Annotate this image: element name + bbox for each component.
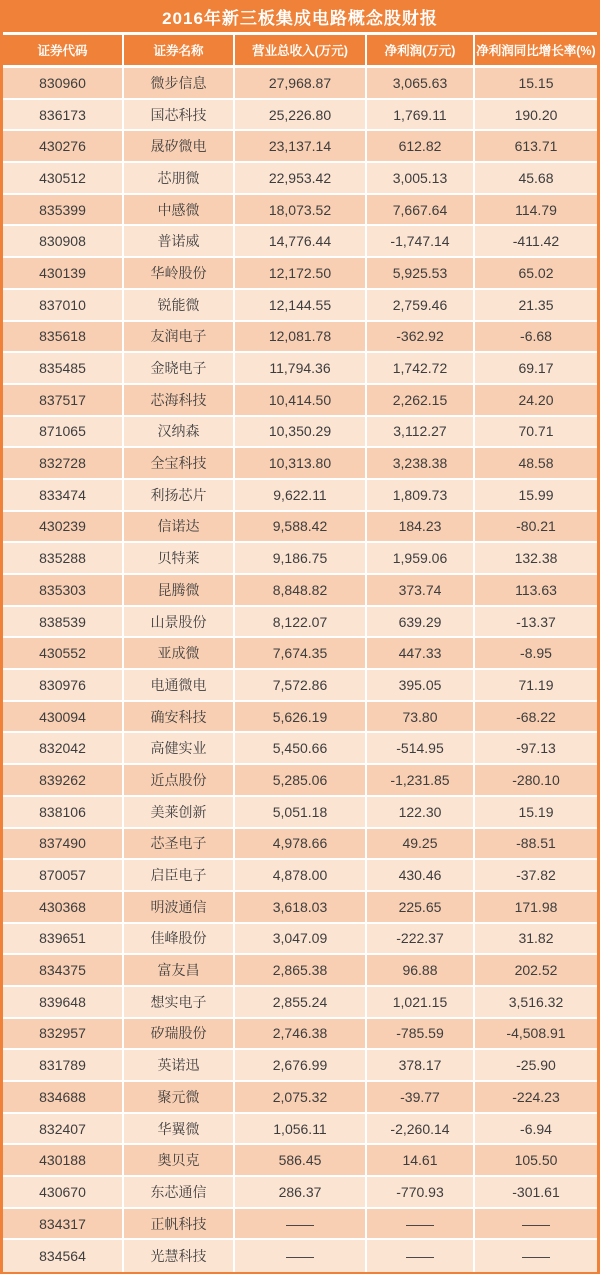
table-row — [3, 1177, 597, 1209]
cell-net-profit: 3,065.63 — [367, 68, 475, 98]
cell-net-profit: -39.77 — [367, 1082, 475, 1112]
table-row — [3, 290, 597, 322]
table-row — [3, 195, 597, 227]
cell-total-revenue: 9,588.42 — [235, 512, 367, 542]
cell-net-profit: —— — [367, 1240, 475, 1272]
cell-net-profit-yoy-growth: -37.82 — [475, 860, 597, 890]
cell-total-revenue: 22,953.42 — [235, 163, 367, 193]
cell-net-profit: -2,260.14 — [367, 1114, 475, 1144]
table-row — [3, 733, 597, 765]
cell-net-profit: 612.82 — [367, 131, 475, 161]
table-row — [3, 512, 597, 544]
cell-net-profit-yoy-growth: -13.37 — [475, 607, 597, 637]
cell-net-profit: -770.93 — [367, 1177, 475, 1207]
cell-net-profit: 73.80 — [367, 702, 475, 732]
cell-net-profit-yoy-growth: 105.50 — [475, 1145, 597, 1175]
cell-total-revenue: 4,878.00 — [235, 860, 367, 890]
cell-security-code: 831789 — [3, 1050, 124, 1080]
table-row — [3, 417, 597, 449]
cell-net-profit-yoy-growth: -280.10 — [475, 765, 597, 795]
column-header-security-code: 证券代码 — [3, 35, 124, 65]
cell-total-revenue: 286.37 — [235, 1177, 367, 1207]
cell-net-profit-yoy-growth: 31.82 — [475, 924, 597, 954]
cell-total-revenue: 5,626.19 — [235, 702, 367, 732]
cell-security-name: 友润电子 — [124, 322, 235, 352]
cell-security-name: 利扬芯片 — [124, 480, 235, 510]
table-header-row — [3, 35, 597, 68]
cell-net-profit: 639.29 — [367, 607, 475, 637]
cell-total-revenue: 14,776.44 — [235, 226, 367, 256]
cell-total-revenue: 25,226.80 — [235, 100, 367, 130]
cell-security-name: 晟矽微电 — [124, 131, 235, 161]
cell-net-profit-yoy-growth: 3,516.32 — [475, 987, 597, 1017]
cell-security-name: 启臣电子 — [124, 860, 235, 890]
cell-net-profit-yoy-growth: 71.19 — [475, 670, 597, 700]
cell-security-name: 正帆科技 — [124, 1209, 235, 1239]
cell-security-code: 838539 — [3, 607, 124, 637]
cell-net-profit-yoy-growth: 48.58 — [475, 448, 597, 478]
cell-net-profit: 184.23 — [367, 512, 475, 542]
cell-net-profit: 378.17 — [367, 1050, 475, 1080]
cell-total-revenue: 11,794.36 — [235, 353, 367, 383]
cell-security-code: 835485 — [3, 353, 124, 383]
cell-net-profit-yoy-growth: -25.90 — [475, 1050, 597, 1080]
cell-security-code: 834564 — [3, 1240, 124, 1272]
cell-security-code: 830976 — [3, 670, 124, 700]
table-row — [3, 1082, 597, 1114]
cell-security-name: 亚成微 — [124, 638, 235, 668]
cell-security-code: 836173 — [3, 100, 124, 130]
cell-net-profit-yoy-growth: 21.35 — [475, 290, 597, 320]
cell-net-profit-yoy-growth: 114.79 — [475, 195, 597, 225]
table-row — [3, 829, 597, 861]
cell-net-profit: 3,238.38 — [367, 448, 475, 478]
cell-security-code: 871065 — [3, 417, 124, 447]
cell-net-profit-yoy-growth: -88.51 — [475, 829, 597, 859]
cell-net-profit-yoy-growth: 15.19 — [475, 797, 597, 827]
cell-security-code: 833474 — [3, 480, 124, 510]
cell-security-name: 芯圣电子 — [124, 829, 235, 859]
cell-security-name: 昆腾微 — [124, 575, 235, 605]
cell-net-profit: 2,262.15 — [367, 385, 475, 415]
cell-net-profit: 14.61 — [367, 1145, 475, 1175]
cell-security-name: 美莱创新 — [124, 797, 235, 827]
cell-net-profit-yoy-growth: -6.94 — [475, 1114, 597, 1144]
cell-total-revenue: 2,075.32 — [235, 1082, 367, 1112]
cell-net-profit: -1,231.85 — [367, 765, 475, 795]
cell-net-profit: -1,747.14 — [367, 226, 475, 256]
cell-total-revenue: 2,855.24 — [235, 987, 367, 1017]
cell-net-profit-yoy-growth: -97.13 — [475, 733, 597, 763]
cell-net-profit: 395.05 — [367, 670, 475, 700]
cell-security-name: 确安科技 — [124, 702, 235, 732]
column-header-total-revenue: 营业总收入(万元) — [235, 35, 367, 65]
cell-security-code: 430368 — [3, 892, 124, 922]
cell-net-profit: 1,021.15 — [367, 987, 475, 1017]
cell-security-name: 山景股份 — [124, 607, 235, 637]
cell-security-name: 中感微 — [124, 195, 235, 225]
cell-net-profit-yoy-growth: 202.52 — [475, 955, 597, 985]
cell-security-code: 834688 — [3, 1082, 124, 1112]
cell-net-profit: 49.25 — [367, 829, 475, 859]
cell-security-code: 839262 — [3, 765, 124, 795]
cell-total-revenue: 1,056.11 — [235, 1114, 367, 1144]
cell-total-revenue: 12,081.78 — [235, 322, 367, 352]
cell-security-code: 430188 — [3, 1145, 124, 1175]
cell-security-code: 430670 — [3, 1177, 124, 1207]
table-row — [3, 607, 597, 639]
cell-net-profit-yoy-growth: -224.23 — [475, 1082, 597, 1112]
cell-net-profit-yoy-growth: 171.98 — [475, 892, 597, 922]
cell-total-revenue: 2,865.38 — [235, 955, 367, 985]
cell-security-code: 430094 — [3, 702, 124, 732]
cell-security-name: 近点股份 — [124, 765, 235, 795]
cell-net-profit-yoy-growth: 15.99 — [475, 480, 597, 510]
cell-total-revenue: 8,122.07 — [235, 607, 367, 637]
cell-net-profit: 1,742.72 — [367, 353, 475, 383]
column-header-net-profit: 净利润(万元) — [367, 35, 475, 65]
cell-security-code: 835399 — [3, 195, 124, 225]
table-row — [3, 638, 597, 670]
cell-security-code: 839648 — [3, 987, 124, 1017]
cell-net-profit-yoy-growth: 24.20 — [475, 385, 597, 415]
table-row — [3, 353, 597, 385]
table-row — [3, 1240, 597, 1272]
cell-total-revenue: 3,618.03 — [235, 892, 367, 922]
cell-net-profit: 1,809.73 — [367, 480, 475, 510]
cell-net-profit-yoy-growth: 113.63 — [475, 575, 597, 605]
table-row — [3, 480, 597, 512]
cell-net-profit: 5,925.53 — [367, 258, 475, 288]
cell-security-name: 佳峰股份 — [124, 924, 235, 954]
cell-net-profit: 430.46 — [367, 860, 475, 890]
cell-total-revenue: 18,073.52 — [235, 195, 367, 225]
cell-security-name: 奥贝克 — [124, 1145, 235, 1175]
cell-net-profit: -362.92 — [367, 322, 475, 352]
table-row — [3, 448, 597, 480]
cell-security-name: 华翼微 — [124, 1114, 235, 1144]
cell-security-name: 英诺迅 — [124, 1050, 235, 1080]
cell-net-profit: 225.65 — [367, 892, 475, 922]
table-row — [3, 670, 597, 702]
cell-net-profit: 96.88 — [367, 955, 475, 985]
cell-net-profit-yoy-growth: -8.95 — [475, 638, 597, 668]
cell-security-code: 837517 — [3, 385, 124, 415]
table-row — [3, 1209, 597, 1241]
cell-security-code: 832407 — [3, 1114, 124, 1144]
cell-net-profit-yoy-growth: —— — [475, 1209, 597, 1239]
cell-security-code: 835288 — [3, 543, 124, 573]
page-title: 2016年新三板集成电路概念股财报 — [3, 0, 597, 35]
cell-security-code: 837010 — [3, 290, 124, 320]
table-row — [3, 226, 597, 258]
cell-security-name: 矽瑞股份 — [124, 1019, 235, 1049]
table-row — [3, 131, 597, 163]
cell-total-revenue: 3,047.09 — [235, 924, 367, 954]
cell-security-name: 全宝科技 — [124, 448, 235, 478]
table-row — [3, 987, 597, 1019]
cell-total-revenue: 23,137.14 — [235, 131, 367, 161]
cell-net-profit-yoy-growth: 132.38 — [475, 543, 597, 573]
cell-net-profit-yoy-growth: 70.71 — [475, 417, 597, 447]
cell-security-name: 芯朋微 — [124, 163, 235, 193]
cell-security-name: 聚元微 — [124, 1082, 235, 1112]
table-row — [3, 543, 597, 575]
cell-security-code: 870057 — [3, 860, 124, 890]
cell-total-revenue: 4,978.66 — [235, 829, 367, 859]
cell-total-revenue: 586.45 — [235, 1145, 367, 1175]
cell-total-revenue: 10,350.29 — [235, 417, 367, 447]
cell-security-name: 国芯科技 — [124, 100, 235, 130]
cell-total-revenue: 10,313.80 — [235, 448, 367, 478]
cell-security-name: 信诺达 — [124, 512, 235, 542]
cell-security-code: 835618 — [3, 322, 124, 352]
cell-security-code: 430239 — [3, 512, 124, 542]
table-row — [3, 702, 597, 734]
cell-security-name: 锐能微 — [124, 290, 235, 320]
column-header-net-profit-yoy-growth: 净利润同比增长率(%) — [476, 44, 596, 58]
cell-security-code: 837490 — [3, 829, 124, 859]
cell-security-code: 430552 — [3, 638, 124, 668]
cell-security-name: 东芯通信 — [124, 1177, 235, 1207]
cell-net-profit-yoy-growth: -4,508.91 — [475, 1019, 597, 1049]
cell-net-profit: -514.95 — [367, 733, 475, 763]
cell-security-name: 明波通信 — [124, 892, 235, 922]
cell-total-revenue: 7,572.86 — [235, 670, 367, 700]
cell-net-profit-yoy-growth: 69.17 — [475, 353, 597, 383]
table-row — [3, 765, 597, 797]
cell-total-revenue: 10,414.50 — [235, 385, 367, 415]
cell-total-revenue: —— — [235, 1209, 367, 1239]
cell-security-code: 830908 — [3, 226, 124, 256]
cell-net-profit-yoy-growth: -6.68 — [475, 322, 597, 352]
cell-security-code: 838106 — [3, 797, 124, 827]
cell-security-code: 834317 — [3, 1209, 124, 1239]
cell-total-revenue: 2,746.38 — [235, 1019, 367, 1049]
cell-security-name: 微步信息 — [124, 68, 235, 98]
cell-net-profit-yoy-growth: -68.22 — [475, 702, 597, 732]
table-row — [3, 1050, 597, 1082]
cell-total-revenue: 5,285.06 — [235, 765, 367, 795]
cell-net-profit: 373.74 — [367, 575, 475, 605]
cell-net-profit: 122.30 — [367, 797, 475, 827]
table-row — [3, 1145, 597, 1177]
cell-total-revenue: 12,144.55 — [235, 290, 367, 320]
cell-security-name: 富友昌 — [124, 955, 235, 985]
table-row — [3, 575, 597, 607]
cell-security-code: 839651 — [3, 924, 124, 954]
table-row — [3, 163, 597, 195]
cell-security-code: 832042 — [3, 733, 124, 763]
cell-security-name: 普诺威 — [124, 226, 235, 256]
cell-security-code: 832728 — [3, 448, 124, 478]
cell-total-revenue: 8,848.82 — [235, 575, 367, 605]
cell-net-profit-yoy-growth: 65.02 — [475, 258, 597, 288]
cell-net-profit: 1,959.06 — [367, 543, 475, 573]
cell-net-profit-yoy-growth: 613.71 — [475, 131, 597, 161]
cell-security-code: 835303 — [3, 575, 124, 605]
cell-total-revenue: 2,676.99 — [235, 1050, 367, 1080]
cell-net-profit-yoy-growth: -411.42 — [475, 226, 597, 256]
cell-security-name: 想实电子 — [124, 987, 235, 1017]
cell-security-name: 芯海科技 — [124, 385, 235, 415]
cell-net-profit-yoy-growth: 45.68 — [475, 163, 597, 193]
cell-net-profit: 1,769.11 — [367, 100, 475, 130]
cell-net-profit-yoy-growth: 190.20 — [475, 100, 597, 130]
table-row — [3, 1019, 597, 1051]
cell-net-profit: —— — [367, 1209, 475, 1239]
cell-security-name: 金晓电子 — [124, 353, 235, 383]
cell-net-profit-yoy-growth: -80.21 — [475, 512, 597, 542]
cell-security-code: 834375 — [3, 955, 124, 985]
cell-security-code: 430276 — [3, 131, 124, 161]
cell-total-revenue: 12,172.50 — [235, 258, 367, 288]
cell-security-name: 华岭股份 — [124, 258, 235, 288]
cell-net-profit: 2,759.46 — [367, 290, 475, 320]
cell-total-revenue: 9,622.11 — [235, 480, 367, 510]
cell-net-profit: 3,005.13 — [367, 163, 475, 193]
table-row — [3, 1114, 597, 1146]
cell-security-code: 430139 — [3, 258, 124, 288]
table-row — [3, 100, 597, 132]
cell-security-code: 830960 — [3, 68, 124, 98]
table-row — [3, 860, 597, 892]
cell-net-profit-yoy-growth: —— — [475, 1240, 597, 1272]
table-row — [3, 258, 597, 290]
column-header-security-name: 证券名称 — [124, 35, 235, 65]
cell-total-revenue: 5,051.18 — [235, 797, 367, 827]
table-body — [3, 68, 597, 1272]
cell-total-revenue: 9,186.75 — [235, 543, 367, 573]
cell-total-revenue: 5,450.66 — [235, 733, 367, 763]
cell-net-profit: -222.37 — [367, 924, 475, 954]
cell-security-name: 光慧科技 — [124, 1240, 235, 1272]
cell-net-profit: 3,112.27 — [367, 417, 475, 447]
cell-net-profit-yoy-growth: 15.15 — [475, 68, 597, 98]
table-row — [3, 955, 597, 987]
cell-security-name: 贝特莱 — [124, 543, 235, 573]
cell-total-revenue: 7,674.35 — [235, 638, 367, 668]
cell-total-revenue: 27,968.87 — [235, 68, 367, 98]
cell-security-code: 832957 — [3, 1019, 124, 1049]
cell-security-name: 汉纳森 — [124, 417, 235, 447]
cell-security-name: 高健实业 — [124, 733, 235, 763]
cell-net-profit: 447.33 — [367, 638, 475, 668]
cell-total-revenue: —— — [235, 1240, 367, 1272]
table-row — [3, 322, 597, 354]
table-row — [3, 385, 597, 417]
table-row — [3, 797, 597, 829]
table-row — [3, 892, 597, 924]
cell-security-code: 430512 — [3, 163, 124, 193]
cell-net-profit-yoy-growth: -301.61 — [475, 1177, 597, 1207]
table-row — [3, 924, 597, 956]
cell-net-profit: -785.59 — [367, 1019, 475, 1049]
cell-security-name: 电通微电 — [124, 670, 235, 700]
cell-net-profit: 7,667.64 — [367, 195, 475, 225]
table-row — [3, 68, 597, 100]
